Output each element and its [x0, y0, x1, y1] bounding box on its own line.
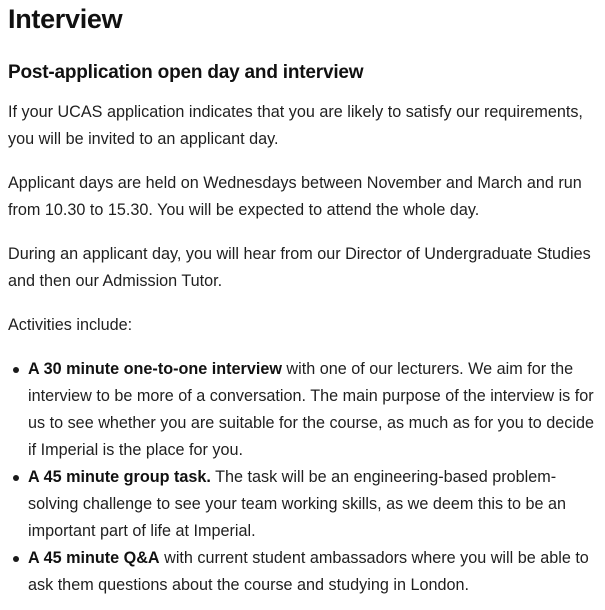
paragraph-schedule: Applicant days are held on Wednesdays between November and March and run from 10.30 to 15.30. You will be expected to attend the whole day.	[8, 174, 582, 219]
bullet-icon	[13, 556, 19, 562]
section-heading: Post-application open day and interview	[8, 62, 364, 83]
activity-description: with current student ambassadors where you will be able to ask them questions about the course and studying in London.	[28, 549, 589, 594]
page-title: Interview	[8, 4, 123, 34]
list-item	[28, 545, 597, 599]
activity-title: A 45 minute group task.	[28, 468, 211, 486]
activities-list	[8, 356, 597, 599]
activity-description: with one of our lecturers. We aim for the interview to be more of a conversation. The main purpose of the interview is for us to see whether you are suitable for the course, as much as for you to decide if Imperial is the place for you.	[28, 360, 594, 459]
list-item	[28, 356, 597, 464]
paragraph-speakers: During an applicant day, you will hear from our Director of Undergraduate Studies and then our Admission Tutor.	[8, 245, 591, 290]
activity-title: A 30 minute one-to-one interview	[28, 360, 282, 378]
activity-description: The task will be an engineering-based problem-solving challenge to see your team working skills, as we deem this to be an important part of life at Imperial.	[28, 468, 567, 540]
bullet-icon	[13, 475, 19, 481]
bullet-icon	[13, 367, 19, 373]
activity-title: A 45 minute Q&A	[28, 549, 160, 567]
paragraph-invitation: If your UCAS application indicates that you are likely to satisfy our requirements, you will be invited to an applicant day.	[8, 103, 583, 148]
list-item	[28, 464, 597, 545]
paragraph-activities-intro: Activities include:	[8, 316, 133, 334]
